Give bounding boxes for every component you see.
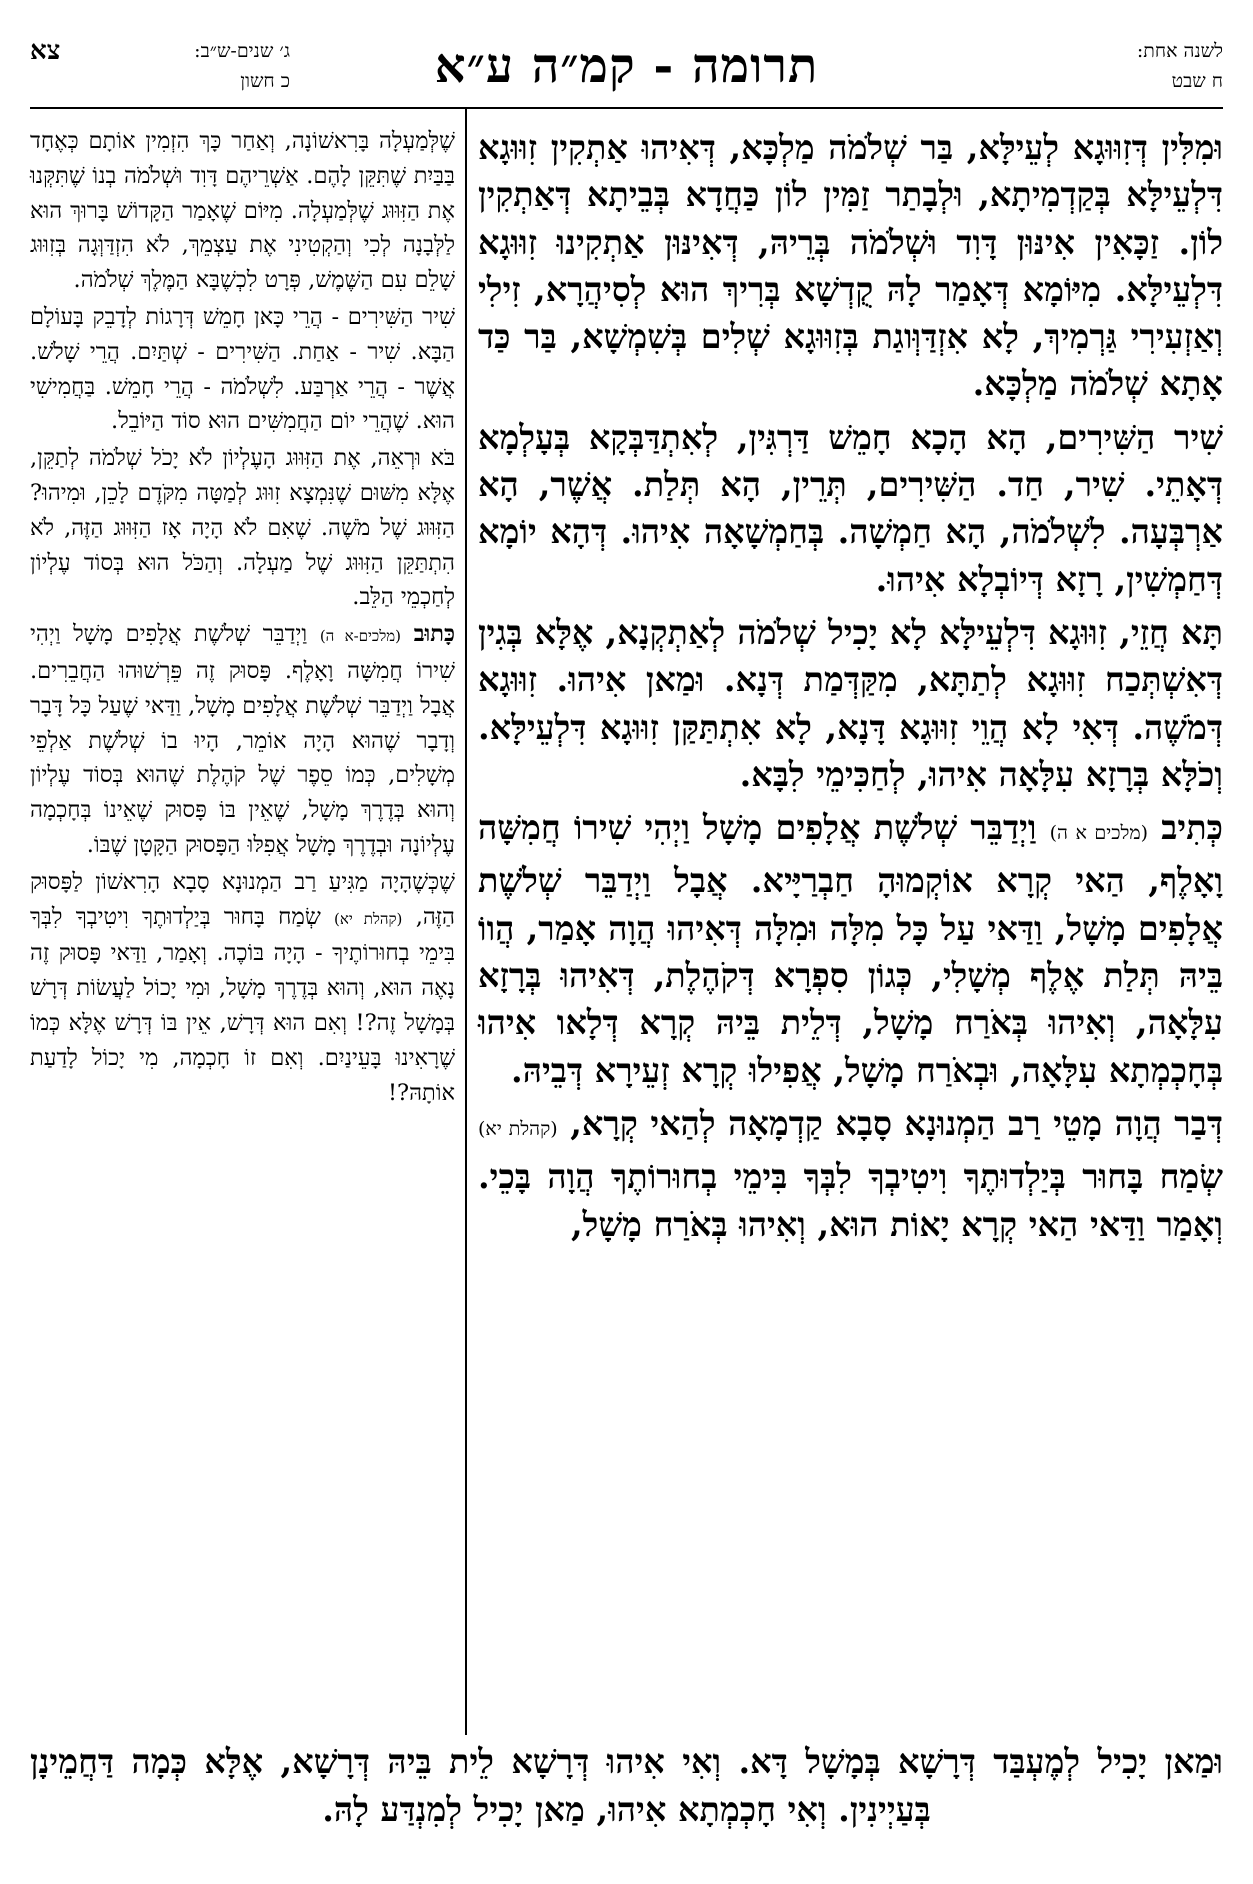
- side-paragraph: [30, 617, 455, 863]
- main-paragraph-text: שְׂמַח בָּחוּר בְּיַלְדוּתֶךָ וִיטִיבְךָ לִבְּךָ בִּימֵי בְחוּרוֹתֶךָ הֲוָה בָּכֵי. וְאָמַר וַדַּאי הַאי קְרָא יָאוֹת הוּא, וְאִיהוּ בְּאֹרַח מָשָׁל,: [478, 1157, 1223, 1244]
- side-paragraph-text: וַיְדַבֵּר שְׁלֹשֶׁת אֲלָפִים מָשָׁל וַיְהִי שִׁירוֹ חֲמִשָּׁה וָאָלֶף. פָּסוּק זֶה פֵּרְשׁוּהוּ הַחֲבֵרִים. אֲבָל וַיְדַבֵּר שְׁלֹשֶׁת אֲלָפִים מָשָׁל, וַדַּאי שֶׁעַל כָּל דָּבָר וְדָבָר שֶׁהוּא הָיָה אוֹמֵר, הָיוּ בוֹ שְׁלֹשֶׁת אַלְפֵי מְשָׁלִים, כְּמוֹ סֵפֶר שֶׁל קֹהֶלֶת שֶׁהוּא בְּסוֹד עֶלְיוֹן וְהוּא בְּדֶרֶךְ מָשָׁל, שֶׁאֵין בּוֹ פָּסוּק שֶׁאֵינוֹ בְּחָכְמָה עֶלְיוֹנָה וּבְדֶרֶךְ מָשָׁל אֲפִלּוּ הַפָּסוּק הַקָּטָן שֶׁבּוֹ.: [30, 621, 455, 858]
- page-header: [30, 36, 1223, 108]
- study-date-one-year: ח שבט: [1171, 70, 1223, 92]
- main-paragraph: [478, 804, 1223, 1094]
- main-paragraph: [478, 1100, 1223, 1248]
- main-paragraph: [478, 609, 1223, 798]
- main-paragraph-text: וַיְדַבֵּר שְׁלֹשֶׁת אֲלָפִים מָשָׁל וַיְהִי שִׁירוֹ חֲמִשָּׁה וָאָלֶף, הַאי קְרָא אוֹקְמוּהָ חַבְרַיָּיא. אֲבָל וַיְדַבֵּר שְׁלֹשֶׁת אֲלָפִים מָשָׁל, וַדַּאי עַל כָּל מִלָּה וּמִלָּה דְּאִיהוּ הֲוָה אָמַר, הֲווֹ בֵּיהּ תְּלַת אֶלֶף מְשָׁלִי, כְּגוֹן סִפְרָא דְּקֹהֶלֶת, דְּאִיהוּ בְּרָזָא עִלָּאָה, וְאִיהוּ בְּאֹרַח מָשָׁל, דְּלֵית בֵּיהּ קְרָא דְּלָאו אִיהוּ בְּחָכְמְתָא עִלָּאָה, וּבְאֹרַח מָשָׁל, אֲפִילוּ קְרָא זְעֵירָא דְּבֵיהּ.: [478, 808, 1223, 1090]
- verse-reference: (מלכים-א ה): [319, 627, 402, 646]
- verse-reference: (קהלת יא): [478, 1117, 558, 1140]
- main-paragraph-text: תָּא חֲזֵי, זִוּוּגָא דִּלְעֵילָּא לָא יָכִיל שְׁלֹמֹה לְאַתְקְנָא, אֶלָּא בְּגִין דְּאִשְׁתְּכַח זִוּוּגָא לְתַתָּא, מִקַּדְּמַת דְּנָא. וּמַאן אִיהוּ. זִוּוּגָא דְּמֹשֶׁה. דְּאִי לָא הֲוֵי זִוּוּגָא דָּנָא, לָא אִתְתַּקַּן זִוּוּגָא דִּלְעֵילָּא. וְכֹלָּא בְּרָזָא עִלָּאָה אִיהוּ, לְחַכִּימֵי לִבָּא.: [478, 612, 1223, 794]
- side-paragraph: [30, 124, 455, 298]
- main-paragraph-text: וּמִלִּין דְּזִוּוּגָא לְעֵילָּא, בַּר שְׁלֹמֹה מַלְכָּא, דְּאִיהוּ אַתְקִין זִוּוּגָא דִּלְעֵילָּא בְּקַדְמִיתָא, וּלְבָתַר זַמִּין לוֹן כַּחֲדָא בְּבֵיתָא דְּאַתְקִין לוֹן. זַכָּאִין אִינּוּן דָּוִד וּשְׁלֹמֹה בְּרֵיהּ, דְּאִינּוּן אַתְקִינוּ זִוּוּגָא דִּלְעֵילָּא. מִיּוֹמָא דְּאָמַר לָהּ קֻדְשָׁא בְּרִיךְ הוּא לְסִיהֲרָא, זִילִי וְאַזְעִירִי גַּרְמִיךְ, לָא אִזְדַּוְּוגַת בְּזִוּוּגָא שְׁלִים בְּשִׁמְשָׁא, בַּר כַּד אָתָא שְׁלֹמֹה מַלְכָּא.: [478, 128, 1223, 404]
- paragraph-lead-word: כָּתוּב: [413, 621, 456, 648]
- side-paragraph: [30, 300, 455, 439]
- bottom-continuation-text: [30, 1738, 1223, 1834]
- main-aramaic-column: [478, 124, 1223, 1254]
- side-paragraph: [30, 865, 455, 1111]
- side-paragraph-text: בֹּא וּרְאֵה, אֶת הַזִּוּוּג הָעֶלְיוֹן לֹא יָכֹל שְׁלֹמֹה לְתַקֵּן, אֶלָּא מִשּׁוּם שֶׁנִּמְצָא זִוּוּג לְמַטָּה מִקֹּדֶם לָכֵן, וּמִיהוּ? הַזִּוּוּג שֶׁל מֹשֶׁה. שֶׁאִם לֹא הָיָה אָז הַזִּוּוּג הַזֶּה, לֹא הִתְתַּקֵּן הַזִּוּוּג שֶׁל מַעְלָה. וְהַכֹּל הוּא בְּסוֹד עֶלְיוֹן לְחַכְמֵי הַלֵּב.: [30, 445, 455, 611]
- side-paragraph-text: שִׁיר הַשִּׁירִים - הֲרֵי כָּאן חָמֵשׁ דְּרָגוֹת לְדָבֵק בָּעוֹלָם הַבָּא. שִׁיר - אַחַת. הַשִּׁירִים - שְׁתַּיִם. הֲרֵי שָׁלֹשׁ. אֲשֶׁר - הֲרֵי אַרְבַּע. לִשְׁלֹמֹה - הֲרֵי חָמֵשׁ. בַּחֲמִישִׁי הוּא. שֶׁהֲרֵי יוֹם הַחֲמִשִּׁים הוּא סוֹד הַיּוֹבֵל.: [30, 303, 455, 435]
- side-paragraph: [30, 441, 455, 615]
- hebrew-translation-column: [30, 124, 455, 1112]
- verse-reference: (קהלת יא): [334, 909, 403, 928]
- column-divider: [465, 107, 467, 1735]
- verse-reference: (מלכים א ה): [1049, 822, 1149, 845]
- page-number: צא: [30, 36, 61, 66]
- study-schedule-three-years: ג׳ שנים-ש״ב:: [194, 40, 290, 62]
- study-date-three-years: כ חשון: [240, 70, 290, 92]
- study-schedule-one-year: לשנה אחת:: [1136, 40, 1223, 62]
- paragraph-lead-word: כְּתִיב: [1161, 808, 1223, 848]
- header-right: [933, 36, 1223, 96]
- side-paragraph-text: שְׂמַח בָּחוּר בְּיַלְדוּתֶךָ וִיטִיבְךָ לִבְּךָ בִּימֵי בְחוּרוֹתֶיךָ - הָיָה בּוֹכֶה. וְאָמַר, וַדַּאי פָּסוּק זֶה נָאֶה הוּא, וְהוּא בְּדֶרֶךְ מָשָׁל, וּמִי יָכוֹל לַעֲשׂוֹת דְּרָשׁ בְּמָשָׁל זֶה?! וְאִם הוּא דְּרָשׁ, אֵין בּוֹ דְּרָשׁ אֶלָּא כְּמוֹ שֶׁרָאִינוּ בָּעֵינַיִם. וְאִם זוֹ חָכְמָה, מִי יָכוֹל לָדַעַת אוֹתָהּ?!: [30, 903, 455, 1106]
- page-title: תרומה - קמ״ה ע״א: [434, 38, 819, 94]
- main-paragraph-text: שִׁיר הַשִּׁירִים, הָא הָכָא חָמֵשׁ דַּרְגִּין, לְאִתְדַּבְּקָא בְּעָלְמָא דְּאָתֵי. שִׁיר, חַד. הַשִּׁירִים, תְּרֵין, הָא תְּלַת. אֲשֶׁר, הָא אַרְבְּעָה. לִשְׁלֹמֹה, הָא חַמְשָׁה. בְּחַמְשָׁאָה אִיהוּ. דְּהָא יוֹמָא דְּחַמְשִׁין, רָזָא דְּיוֹבְלָא אִיהוּ.: [478, 417, 1223, 599]
- main-paragraph-text: הֲוָה מָטֵי רַב הַמְנוּנָא סָבָא קַדְמָאָה לְהַאי קְרָא,: [570, 1103, 1162, 1143]
- side-paragraph-text: שֶׁכְּשֶׁהָיָה מַגִּיעַ רַב הַמְנוּנָא סָבָא הָרִאשׁוֹן לַפָּסוּק הַזֶּה,: [30, 868, 455, 930]
- header-left: [30, 36, 290, 96]
- paragraph-lead-word: דְּבַר: [1174, 1103, 1224, 1143]
- side-paragraph-text: שֶׁלְּמַעְלָה בָּרִאשׁוֹנָה, וְאַחַר כָּךְ הִזְמִין אוֹתָם כְּאֶחָד בַּבַּיִת שֶׁתִּקֵּן לָהֶם. אַשְׁרֵיהֶם דָּוִד וּשְׁלֹמֹה בְנוֹ שֶׁתִּקְּנוּ אֶת הַזִּוּוּג שֶׁלְּמַעְלָה. מִיּוֹם שֶׁאָמַר הַקָּדוֹשׁ בָּרוּךְ הוּא לַלְּבָנָה לְכִי וְהַקְטִינִי אֶת עַצְמֵךְ, לֹא הִזְדַּוְּגָה בְּזִוּוּג שָׁלֵם עִם הַשֶּׁמֶשׁ, פְּרָט לִכְשֶׁבָּא הַמֶּלֶךְ שְׁלֹמֹה.: [30, 128, 455, 294]
- bottom-paragraph: וּמַאן יָכִיל לְמֶעְבַּד דְּרָשָׁא בְּמָשָׁל דָּא. וְאִי אִיהוּ דְּרָשָׁא לֵית בֵּיהּ דְּרָשָׁא, אֶלָּא כְּמָה דַּחֲמֵינָן בְּעַיְינִין. וְאִי חָכְמְתָא אִיהוּ, מַאן יָכִיל לְמִנְדַּע לָהּ.: [30, 1742, 1223, 1829]
- main-paragraph: [478, 414, 1223, 603]
- main-paragraph: [478, 124, 1223, 408]
- header-rule: [30, 107, 1223, 109]
